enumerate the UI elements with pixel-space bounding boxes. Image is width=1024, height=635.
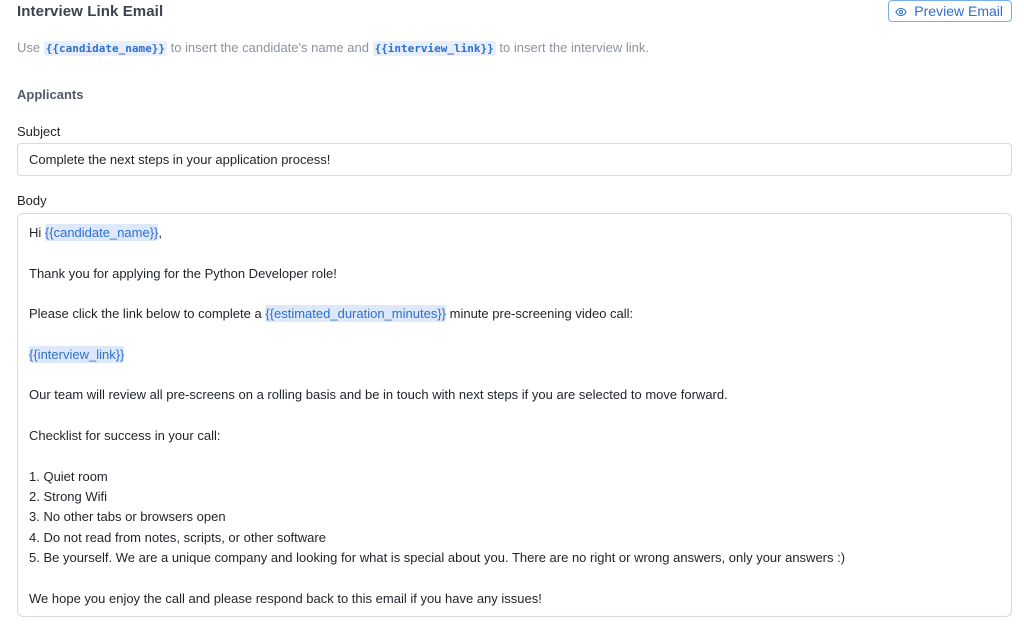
interview-link-token: {{interview_link}} xyxy=(29,347,125,362)
click-prefix: Please click the link below to complete a xyxy=(29,306,262,321)
greeting-line xyxy=(29,224,162,242)
preview-email-button[interactable] xyxy=(888,0,1012,22)
thanks-line: Thank you for applying for the Python Developer role! xyxy=(29,266,337,281)
subject-input[interactable]: Complete the next steps in your application process! xyxy=(17,143,1012,176)
hint-prefix: Use xyxy=(17,40,41,55)
review-line: Our team will review all pre-screens on a rolling basis and be in touch with next steps if you are selected to move forward. xyxy=(29,387,728,402)
checklist-item: 4. Do not read from notes, scripts, or other software xyxy=(29,530,326,545)
hint-middle: to insert the candidate's name and xyxy=(170,40,369,55)
candidate-name-variable: {{candidate_name}} xyxy=(45,42,165,55)
interview-link-variable: {{interview_link}} xyxy=(374,42,494,55)
subject-label: Subject xyxy=(17,124,61,139)
checklist-item: 2. Strong Wifi xyxy=(29,489,108,504)
checklist-title: Checklist for success in your call: xyxy=(29,428,221,443)
applicants-section-label: Applicants xyxy=(17,87,84,102)
page-title: Interview Link Email xyxy=(17,3,164,20)
body-label: Body xyxy=(17,193,47,208)
checklist-item: 1. Quiet room xyxy=(29,469,108,484)
checklist-item: 3. No other tabs or browsers open xyxy=(29,509,226,524)
template-variables-hint xyxy=(17,40,649,55)
greeting-suffix: , xyxy=(158,225,163,240)
header xyxy=(17,0,1012,24)
preview-email-label: Preview Email xyxy=(914,3,1003,19)
duration-token: {{estimated_duration_minutes}} xyxy=(265,306,446,321)
hint-suffix: to insert the interview link. xyxy=(499,40,649,55)
eye-icon xyxy=(895,5,907,17)
click-suffix: minute pre-screening video call: xyxy=(449,306,634,321)
closing-line: We hope you enjoy the call and please respond back to this email if you have any issues! xyxy=(29,591,542,606)
click-line xyxy=(29,305,633,323)
body-editor[interactable] xyxy=(17,213,1012,617)
greeting-prefix: Hi xyxy=(29,225,42,240)
candidate-name-token: {{candidate_name}} xyxy=(44,225,159,240)
checklist-item: 5. Be yourself. We are a unique company and looking for what is special about you. There are no right or wrong answers, only your answers :) xyxy=(29,550,846,565)
link-line xyxy=(29,346,124,364)
